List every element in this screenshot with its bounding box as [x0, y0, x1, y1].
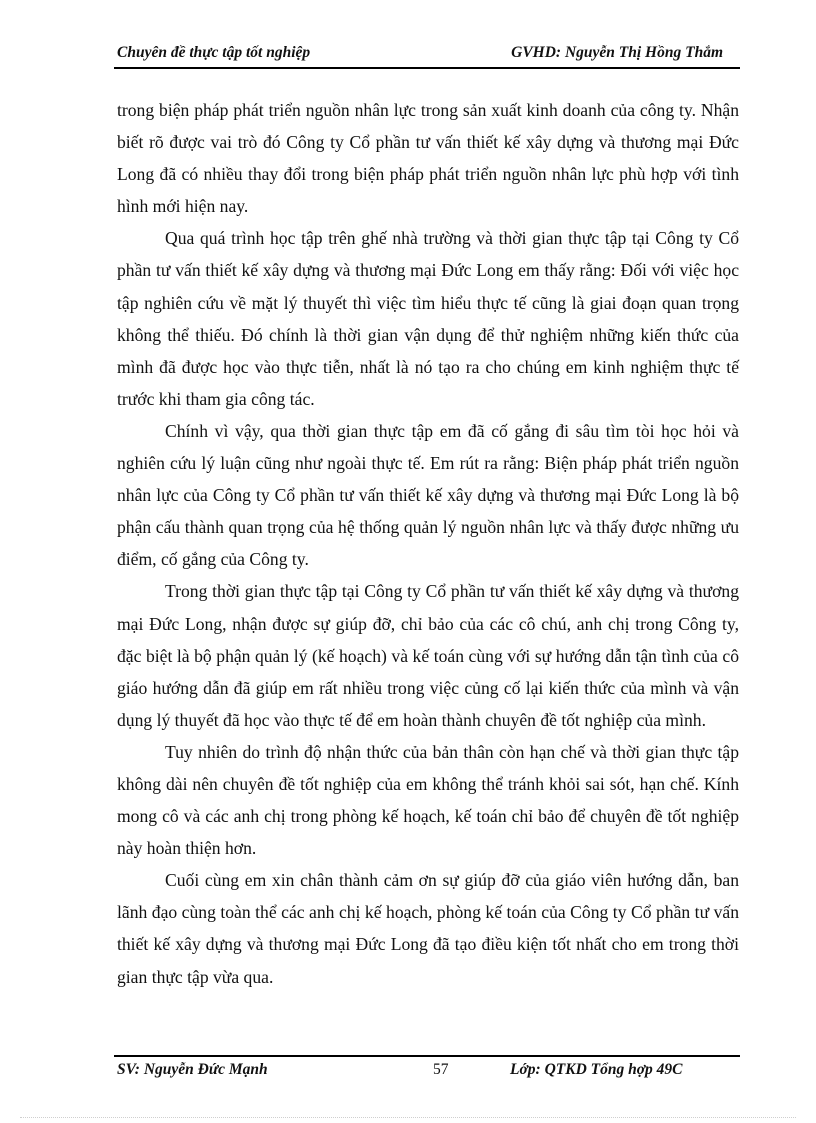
paragraph: Chính vì vậy, qua thời gian thực tập em đã cố gắng đi sâu tìm tòi học hỏi và nghiên cứu lý luận cũng như ngoài thực tế. Em rút ra rằng: Biện pháp phát triển nguồn nhân lực của Công ty Cổ phần tư vấn thiết kế xây dựng và thương mại Đức Long là bộ phận cấu thành quan trọng của hệ thống quản lý nguồn nhân lực và thấy được những ưu điểm, cố gắng của Công ty. [117, 420, 739, 570]
header-title: Chuyên đề thực tập tốt nghiệp [117, 44, 311, 61]
paragraph: Tuy nhiên do trình độ nhận thức của bản thân còn hạn chế và thời gian thực tập không dài nên chuyên đề tốt nghiệp của em không thể tránh khỏi sai sót, hạn chế. Kính mong cô và các anh chị trong phòng kế hoạch, kế toán chỉ bảo để chuyên đề tốt nghiệp này hoàn thiện hơn. [117, 741, 739, 859]
page-edge-divider [20, 1117, 796, 1118]
paragraph: Trong thời gian thực tập tại Công ty Cổ phần tư vấn thiết kế xây dựng và thương mại Đức Long, nhận được sự giúp đỡ, chỉ bảo của các cô chú, anh chị trong Công ty, đặc biệt là bộ phận quản lý (kế hoạch) và kế toán cùng với sự hướng dẫn tận tình của cô giáo hướng dẫn đã giúp em rất nhiều trong việc củng cố lại kiến thức của mình và vận dụng lý thuyết đã học vào thực tế để em hoàn thành chuyên đề tốt nghiệp của mình. [117, 581, 739, 730]
footer-rule [114, 1055, 740, 1057]
paragraph: Cuối cùng em xin chân thành cảm ơn sự giúp đỡ của giáo viên hướng dẫn, ban lãnh đạo cùng toàn thể các anh chị kế hoạch, phòng kế toán của Công ty Cổ phần tư vấn thiết kế xây dựng và thương mại Đức Long đã tạo điều kiện tốt nhất cho em trong thời gian thực tập vừa qua. [117, 870, 739, 987]
paragraph: trong biện pháp phát triển nguồn nhân lực trong sản xuất kinh doanh của công ty. Nhận biết rõ được vai trò đó Công ty Cổ phần tư vấn thiết kế xây dựng và thương mại Đức Long đã có nhiều thay đổi trong biện pháp phát triển nguồn nhân lực phù hợp với tình hình mới hiện nay. [117, 100, 739, 217]
header-supervisor: GVHD: Nguyễn Thị Hồng Thắm [511, 44, 723, 61]
header-rule [114, 67, 740, 69]
page-number: 57 [433, 1061, 449, 1078]
paragraph: Qua quá trình học tập trên ghế nhà trường và thời gian thực tập tại Công ty Cổ phần tư vấn thiết kế xây dựng và thương mại Đức Long em thấy rằng: Đối với việc học tập nghiên cứu về mặt lý thuyết thì việc tìm hiểu thực tế cũng là giai đoạn quan trọng không thể thiếu. Đó chính là thời gian vận dụng để thử nghiệm những kiến thức của mình đã được học vào thực tiễn, nhất là nó tạo ra cho chúng em kinh nghiệm thực tế trước khi tham gia công tác. [117, 228, 739, 409]
page-header [117, 44, 741, 68]
footer-class: Lớp: QTKD Tổng hợp 49C [510, 1061, 683, 1078]
page-footer [117, 1061, 741, 1085]
body-text [117, 94, 739, 993]
footer-student: SV: Nguyễn Đức Mạnh [117, 1061, 268, 1078]
